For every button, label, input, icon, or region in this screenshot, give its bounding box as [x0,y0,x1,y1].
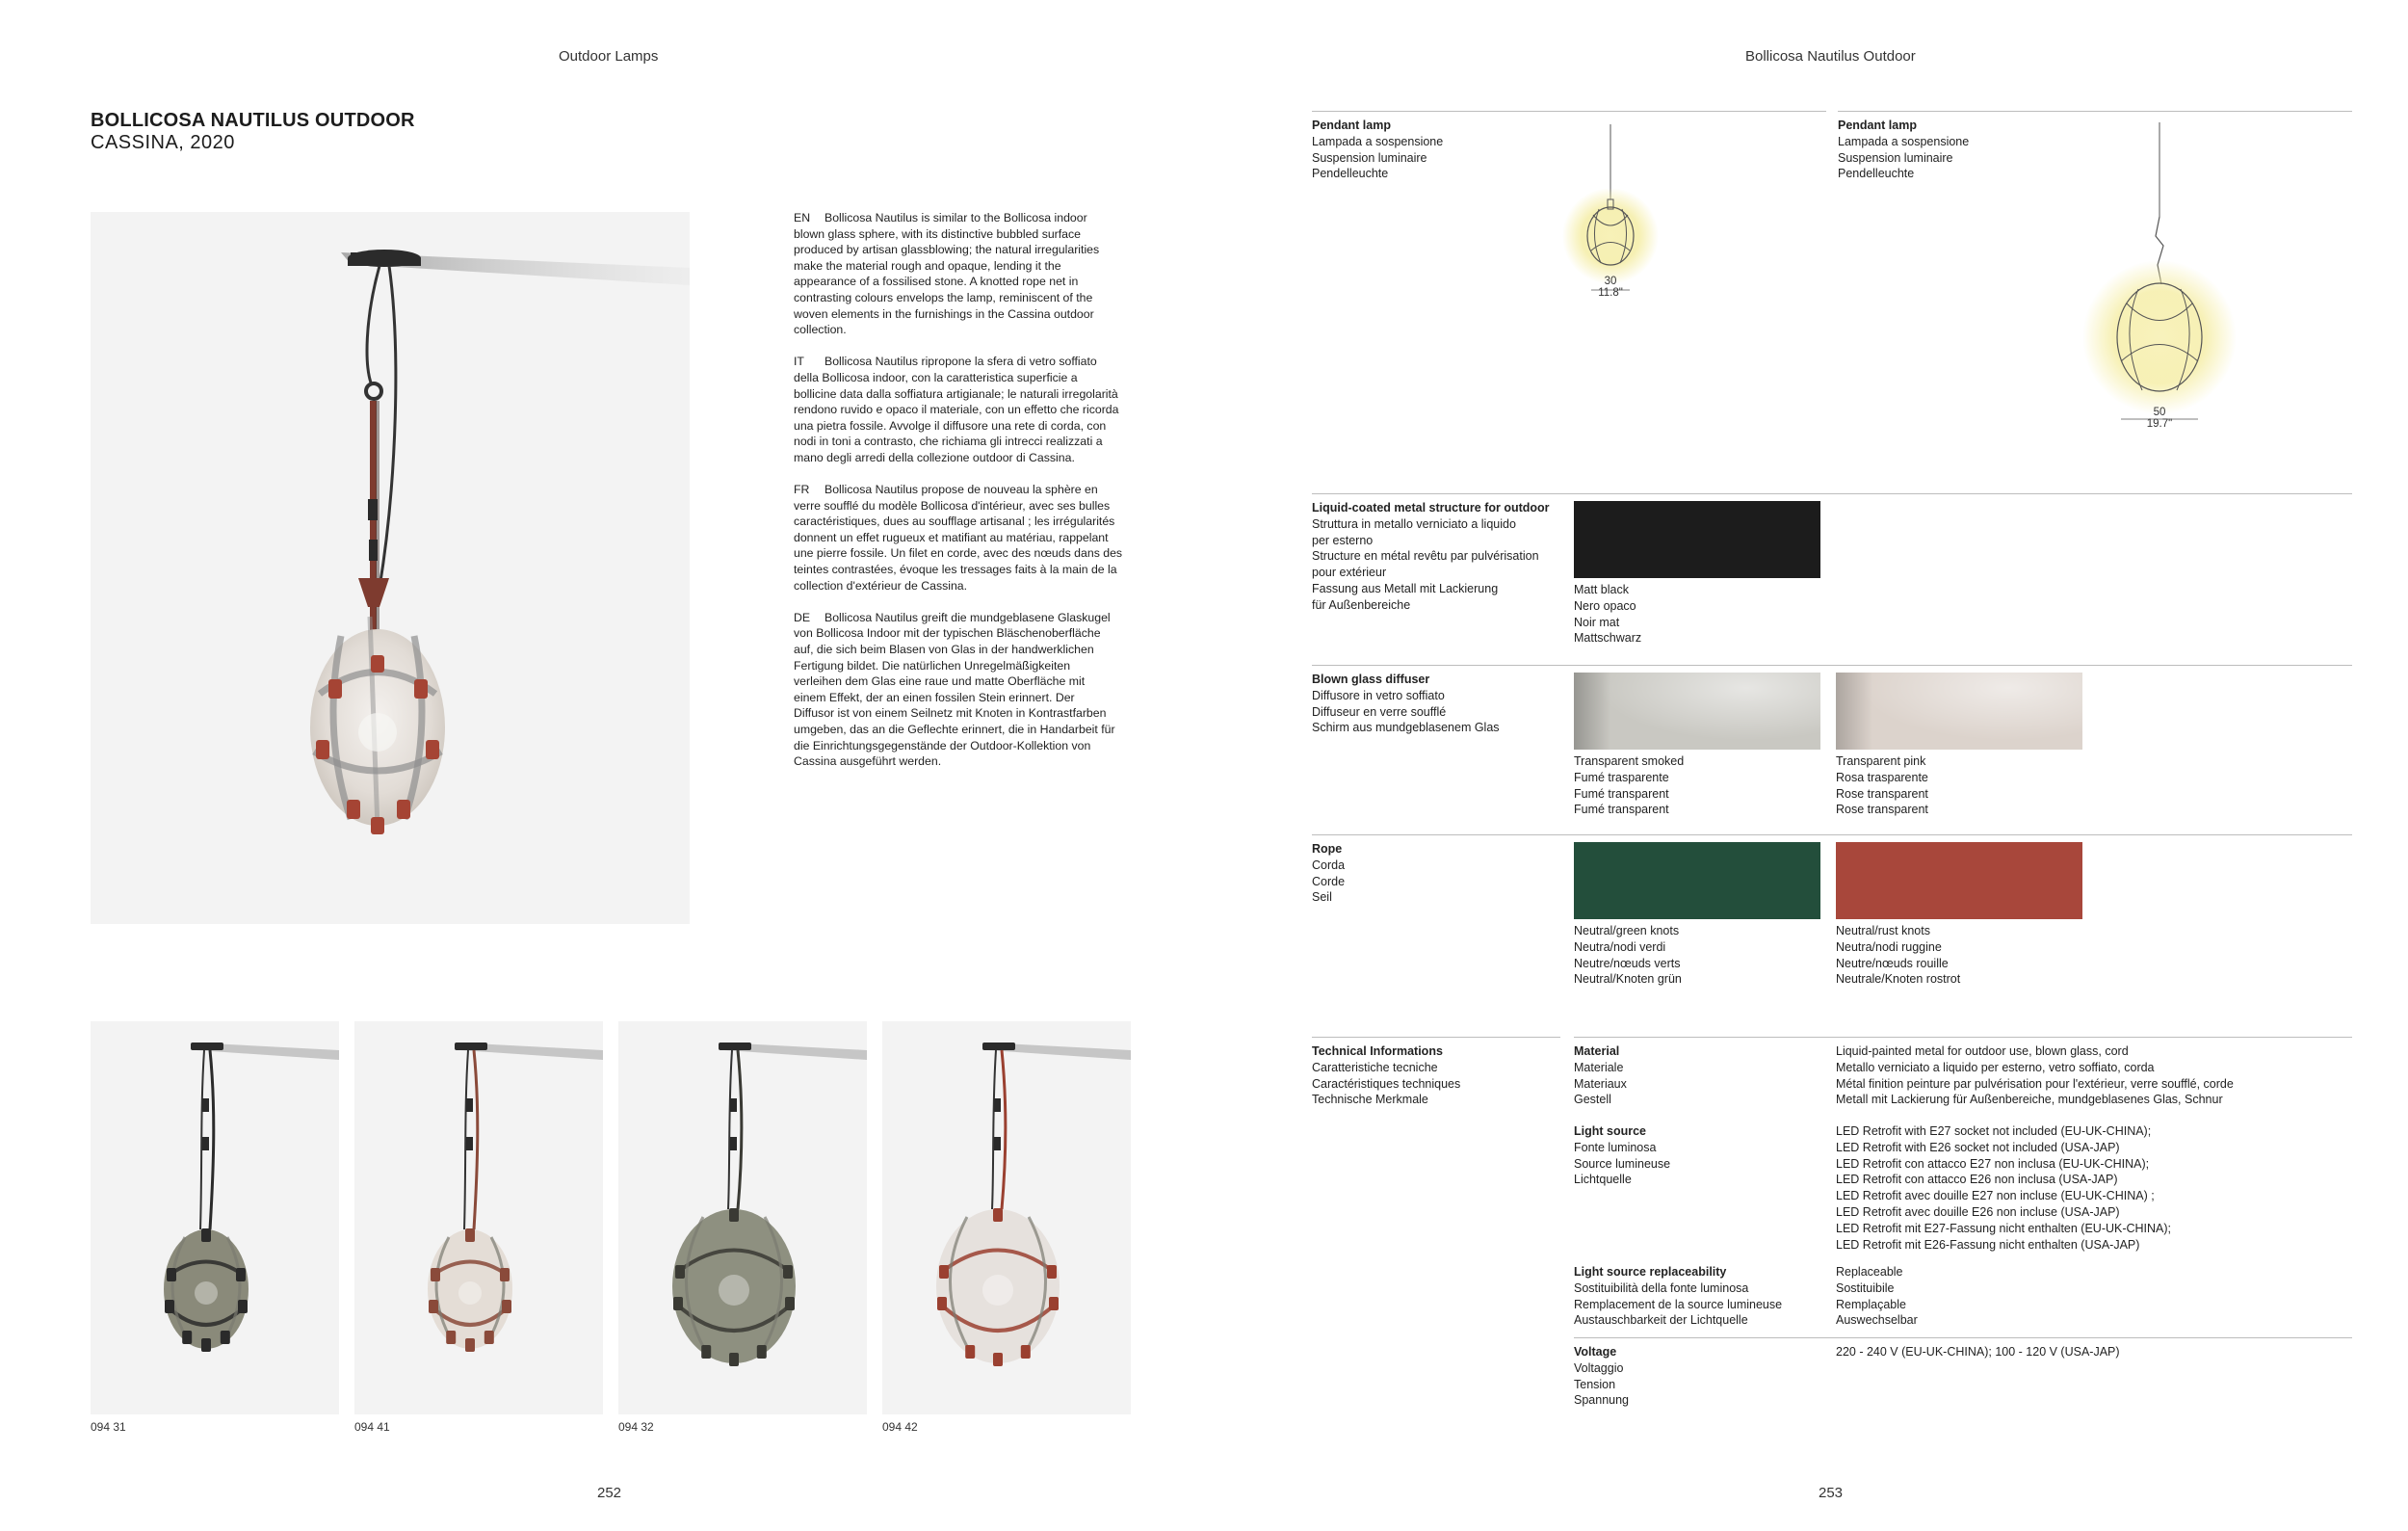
label-line: Transparent smoked [1574,754,1685,768]
tech-row-light-source-value [1836,1123,2171,1253]
value-line: Remplaçable [1836,1297,1906,1311]
description-line: verleihen dem Glas eine raue und matte Oberfläche mit [794,674,1086,689]
pendant-lamp-illustration [91,212,690,924]
pendant-title: Pendant lamp [1312,119,1391,132]
description-line: donnent un effet rugueux et matifiant au matériau, rappelant [794,530,1109,544]
value-line: LED Retrofit mit E27-Fassung nicht enthalten (EU-UK-CHINA); [1836,1221,2172,1235]
label-line: Neutrale/Knoten rostrot [1836,972,1961,987]
label-line: Fumé transparent [1574,786,1669,801]
variant-photo [882,1021,1131,1414]
value-line: LED Retrofit with E27 socket not included (EU-UK-CHINA); [1836,1124,2152,1138]
finish-swatch-smoked-glass [1574,673,1820,750]
label-line: Caractéristiques techniques [1312,1076,1461,1091]
variant-code: 094 32 [618,1420,654,1434]
tech-row-material-value [1836,1043,2234,1108]
language-code: EN [794,211,811,224]
description-line: collection. [794,323,847,337]
label-line: Neutre/nœuds rouille [1836,956,1949,970]
tech-label-title: Voltage [1574,1345,1617,1359]
label-line: Struttura in metallo verniciato a liquido [1312,516,1516,531]
description-de [794,610,1140,770]
label-line: Pendelleuchte [1312,167,1389,181]
variant-lamp-illustration [882,1021,1131,1414]
description-line: caractéristiques, dues au soufflage artisanal ; les irrégularités [794,515,1115,529]
variant-photo [618,1021,867,1414]
label-line: für Außenbereiche [1312,597,1411,612]
label-line: Lampada a sospensione [1312,134,1444,148]
description-line: von Bollicosa Indoor mit der typischen Bläschenoberfläche [794,626,1101,641]
description-line: make the material rough and opaque, lending it the [794,258,1061,273]
value-line: Liquid-painted metal for outdoor use, blown glass, cord [1836,1044,2129,1058]
tech-row-light-source-label [1574,1123,1670,1188]
description-line: teintes contrastées, évoque les tressages faits à la main de la [794,563,1117,577]
value-line: Auswechselbar [1836,1313,1918,1328]
label-line: Neutra/nodi ruggine [1836,939,1942,954]
divider [1312,493,2352,494]
label-line: Nero opaco [1574,598,1636,613]
finish-swatch-green-knots [1574,842,1820,919]
label-line: Fassung aus Metall mit Lackierung [1312,581,1499,595]
description-line: auf, die sich beim Blasen von Glas in der handwerklichen [794,643,1094,657]
label-line: Neutral/rust knots [1836,924,1930,937]
tech-row-material-label [1574,1043,1627,1108]
value-line: LED Retrofit avec douille E26 non incluse (USA-JAP) [1836,1204,2120,1219]
label-line: Neutre/nœuds verts [1574,956,1681,970]
label-line: Remplacement de la source lumineuse [1574,1297,1783,1311]
variant-photo [91,1021,339,1414]
value-line: Sostituibile [1836,1280,1895,1295]
label-line: Corde [1312,874,1346,888]
label-line: Spannung [1574,1393,1630,1408]
description-line: die Einrichtungsgegenstände der Outdoor-Kollektion von [794,738,1091,752]
diffuser-label [1312,672,1500,736]
label-line: per esterno [1312,533,1374,547]
label-line: Tension [1574,1377,1616,1391]
description-line: blown glass sphere, with its distinctive bubbled surface [794,226,1082,241]
finish-label [1574,582,1641,647]
finish-label [1574,753,1684,818]
value-line: LED Retrofit with E26 socket not included (USA-JAP) [1836,1140,2120,1154]
label-line: Materiale [1574,1060,1624,1074]
label-line: Neutral/Knoten grün [1574,972,1682,987]
tech-label-title: Light source replaceability [1574,1265,1727,1279]
variant-lamp-illustration [91,1021,339,1414]
section-title: Liquid-coated metal structure for outdoor [1312,501,1550,515]
label-line: Lampada a sospensione [1838,134,1970,148]
description-line: Fertigung bildet. Die natürlichen Unregelmäßigkeiten [794,658,1071,673]
description-line: della Bollicosa indoor, con la caratteristica superficie a [794,370,1078,384]
description-line: bollicine data dalla soffiatura artigianale; le naturali irregolarità [794,386,1118,401]
divider [1574,1037,2352,1038]
dimension-cm: 30 [1604,276,1617,287]
variant-code: 094 31 [91,1420,126,1434]
value-line: LED Retrofit avec douille E27 non incluse (EU-UK-CHINA) ; [1836,1189,2155,1203]
technical-label [1312,1043,1460,1108]
label-line: Suspension luminaire [1312,150,1427,165]
tech-row-voltage-label [1574,1344,1629,1409]
label-line: Pendelleuchte [1838,167,1915,181]
description-en [794,210,1140,338]
value-line: Metallo verniciato a liquido per esterno, vetro soffiato, corda [1836,1060,2155,1074]
description-fr [794,482,1140,594]
pendant-large-drawing [2063,120,2256,429]
pendant-small-dimension [1582,276,1639,299]
value-line: LED Retrofit con attacco E27 non inclusa (EU-UK-CHINA); [1836,1156,2150,1171]
running-head-left: Outdoor Lamps [559,48,659,65]
label-line: Sostituibilità della fonte luminosa [1574,1280,1749,1295]
finish-swatch-pink-glass [1836,673,2082,750]
description-line: woven elements in the furnishings in the Cassina outdoor [794,306,1094,321]
running-head-right: Bollicosa Nautilus Outdoor [1745,48,1916,65]
description-line: Bollicosa Nautilus ripropone la sfera di vetro soffiato [824,355,1097,369]
description-line: collection d'extérieur de Cassina. [794,578,968,593]
label-line: Matt black [1574,583,1629,596]
value-line: LED Retrofit mit E26-Fassung nicht enthalten (USA-JAP) [1836,1237,2140,1252]
description-line: nodi in toni a contrasto, che richiama gli intrecci realizzati a [794,435,1103,449]
divider [1838,111,2352,112]
dimension-in: 19.7" [2146,418,2173,430]
finish-label [1574,923,1682,988]
label-line: Diffuseur en verre soufflé [1312,704,1447,719]
label-line: Transparent pink [1836,754,1926,768]
variant-photo [354,1021,603,1414]
value-line: Metall mit Lackierung für Außenbereiche, mundgeblasenes Glas, Schnur [1836,1093,2223,1107]
section-title: Rope [1312,842,1343,856]
product-title: BOLLICOSA NAUTILUS OUTDOOR [91,110,415,131]
page-number-left: 252 [597,1485,622,1501]
description-line: einem Effekt, der an einen fossilen Stein erinnert. Der [794,690,1075,704]
label-line: Technische Merkmale [1312,1093,1428,1107]
pendant-large-label [1838,118,1969,182]
label-line: Rosa trasparente [1836,770,1928,784]
label-line: Schirm aus mundgeblasenem Glas [1312,721,1500,735]
description-it [794,354,1140,465]
label-line: Neutra/nodi verdi [1574,939,1666,954]
dimension-cm: 50 [2153,407,2166,418]
divider [1312,665,2352,666]
label-line: Structure en métal revêtu par pulvérisation [1312,549,1539,564]
description-line: rendono ruvido e opaco il materiale, con un effetto che ricorda [794,403,1119,417]
description-line: Bollicosa Nautilus greift die mundgeblasene Glaskugel [824,610,1111,624]
label-line: Voltaggio [1574,1360,1624,1375]
tech-label-title: Material [1574,1044,1620,1058]
label-line: Materiaux [1574,1076,1627,1091]
label-line: Fonte luminosa [1574,1140,1657,1154]
label-line: Rose transparent [1836,803,1928,817]
label-line: pour extérieur [1312,566,1387,580]
finish-swatch-matt-black [1574,501,1820,578]
divider [1574,1337,2352,1338]
description-line: Diffusor ist von einem Seilnetz mit Knoten in Kontrastfarben [794,706,1107,721]
label-line: Source lumineuse [1574,1156,1671,1171]
description-line: contrasting colours envelops the lamp, reminiscent of the [794,290,1093,304]
variant-code: 094 41 [354,1420,390,1434]
tech-row-voltage-value [1836,1344,2120,1360]
description-line: una pietra fossile. Avvolge il diffusore una rete di corda, con [794,418,1107,433]
label-line: Lichtquelle [1574,1173,1632,1187]
description-line: verre soufflé du modèle Bollicosa d'intérieur, avec ses bulles [794,498,1111,513]
label-line: Neutral/green knots [1574,924,1680,937]
label-line: Suspension luminaire [1838,150,1953,165]
label-line: Gestell [1574,1093,1611,1107]
divider [1312,1037,1560,1038]
section-title: Blown glass diffuser [1312,673,1430,686]
description-line: une pierre fossile. Un filet en corde, avec des nœuds dans des [794,546,1123,561]
tech-row-replaceability-label [1574,1264,1782,1329]
label-line: Corda [1312,858,1346,872]
product-subtitle: CASSINA, 2020 [91,132,235,153]
label-line: Fumé trasparente [1574,770,1669,784]
finish-label [1836,753,1928,818]
section-title: Technical Informations [1312,1044,1443,1058]
label-line: Diffusore in vetro soffiato [1312,688,1445,702]
variant-code: 094 42 [882,1420,918,1434]
pendant-title: Pendant lamp [1838,119,1917,132]
language-code: IT [794,355,804,369]
variant-lamp-illustration [618,1021,867,1414]
value-line: Replaceable [1836,1265,1903,1279]
divider [1312,111,1826,112]
pendant-small-label [1312,118,1443,182]
description-line: umgeben, das an die Geflechte erinnert, die in Handarbeit für [794,723,1115,736]
description-line: Cassina ausgeführt werden. [794,754,942,769]
description-line: Bollicosa Nautilus is similar to the Bollicosa indoor [824,211,1087,224]
label-line: Austauschbarkeit der Lichtquelle [1574,1313,1748,1328]
structure-label [1312,500,1550,614]
description-line: appearance of a fossilised stone. A knotted rope net in [794,275,1079,289]
page-number-right: 253 [1819,1485,1844,1501]
value-line: LED Retrofit con attacco E26 non inclusa (USA-JAP) [1836,1173,2118,1187]
pendant-large-dimension [2131,407,2188,430]
rope-label [1312,841,1345,906]
description-line: mano degli arredi della collezione outdoor di Cassina. [794,450,1075,464]
finish-swatch-rust-knots [1836,842,2082,919]
label-line: Noir mat [1574,615,1620,629]
label-line: Mattschwarz [1574,631,1642,646]
label-line: Fumé transparent [1574,803,1669,817]
main-product-photo [91,212,690,924]
dimension-in: 11.8" [1598,287,1623,299]
variant-lamp-illustration [354,1021,603,1414]
divider [1312,834,2352,835]
product-description [794,210,1140,785]
language-code: FR [794,483,810,497]
description-line: Bollicosa Nautilus propose de nouveau la sphère en [824,483,1098,497]
description-line: produced by artisan glassblowing; the natural irregularities [794,243,1100,257]
finish-label [1836,923,1960,988]
language-code: DE [794,610,811,624]
label-line: Caratteristiche tecniche [1312,1060,1438,1074]
tech-row-replaceability-value [1836,1264,1918,1329]
label-line: Seil [1312,890,1332,905]
value-line: 220 - 240 V (EU-UK-CHINA); 100 - 120 V (USA-JAP) [1836,1345,2120,1359]
label-line: Rose transparent [1836,786,1928,801]
tech-label-title: Light source [1574,1124,1647,1138]
value-line: Métal finition peinture par pulvérisation pour l'extérieur, verre soufflé, corde [1836,1076,2234,1091]
